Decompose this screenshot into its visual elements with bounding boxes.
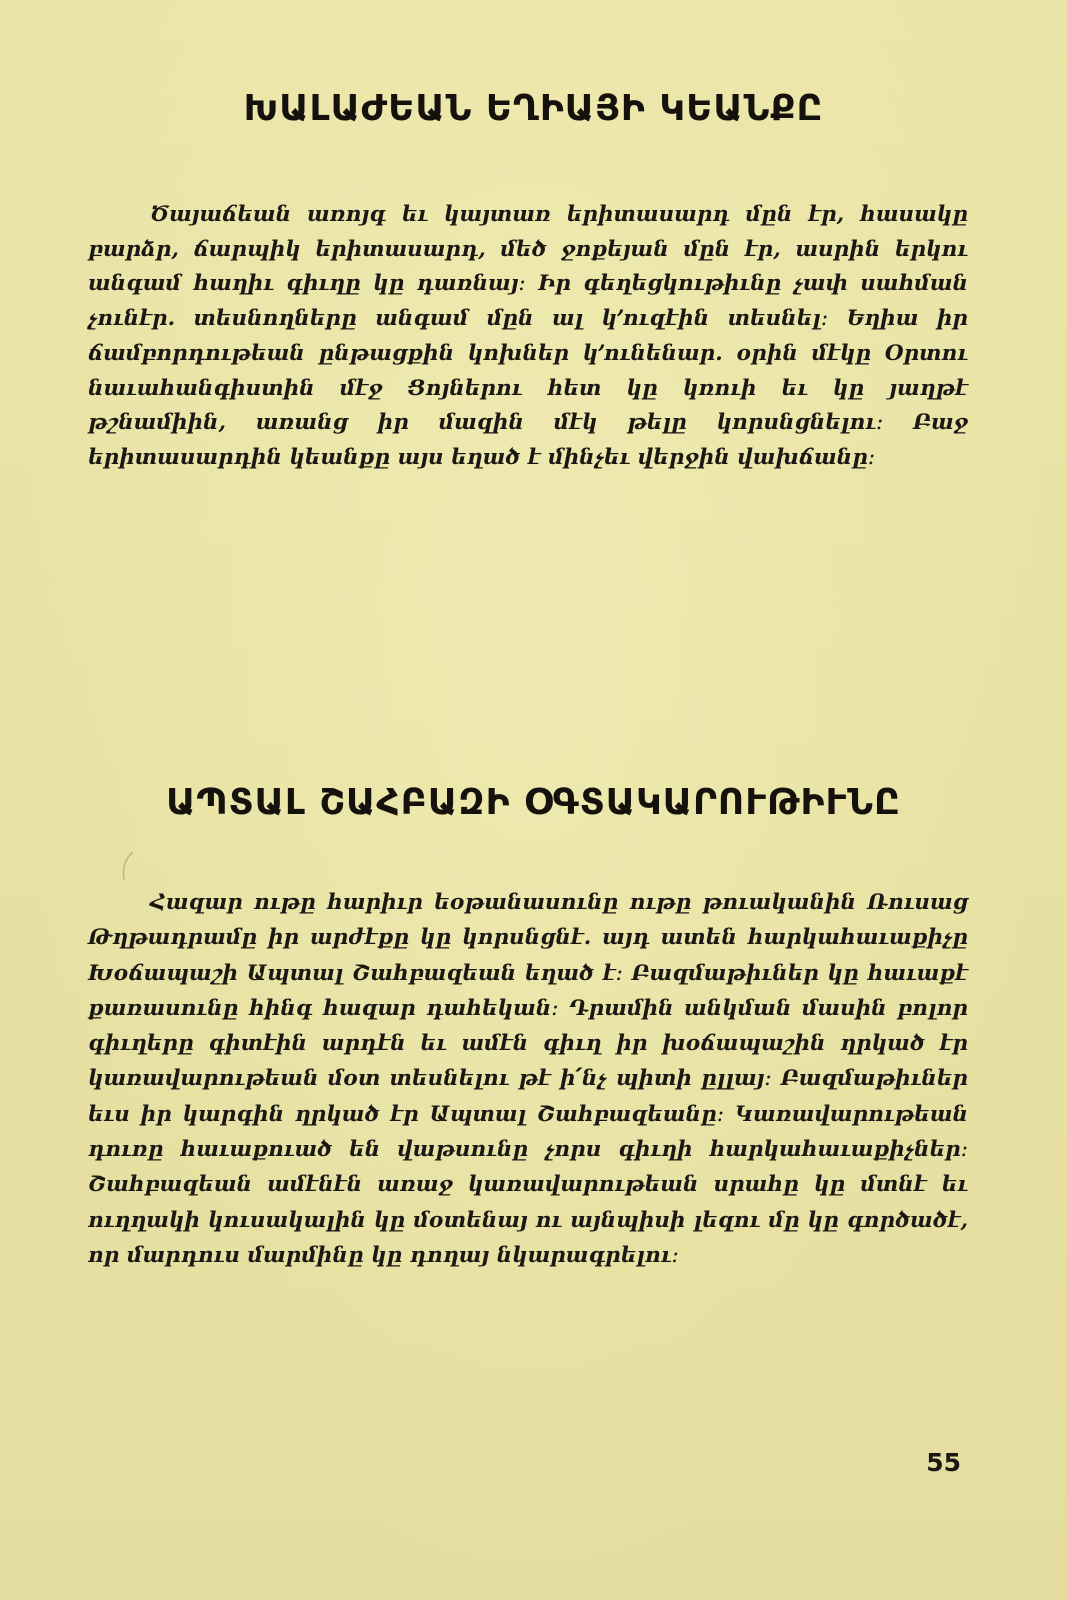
section-body-1: Ծայաճեան առոյգ եւ կայտառ երիտասարդ մըն էր, հասակը բարձր, ճարպիկ երիտասարդ, մեծ ջոքեյան մըն էր, ասրին երկու անգամ հաղիւ գիւղը կը դառնայ։ Իր գեղեցկութիւնը չափ սահման չունէր. տեսնողները անգամ մըն ալ կ՚ուզէին տեսնել։ Եղիա իր ճամբորդութեան ընթացքին կոխներ կ՚ունենար. օրին մէկը Օրտու նաւահանգիստին մէջ Ցոյներու հետ կը կռուի եւ կը յաղթէ թշնամիին, առանց իր մազին մէկ թելը կորսնցնելու։ Բաջ երիտասարդին կեանքը այս եղած է մինչեւ վերջին վախճանը։ xyxy=(88,202,968,470)
section-title-1: ԽԱԼԱԺԵԱՆ ԵՂԻԱՅԻ ԿԵԱՆՔԸ xyxy=(243,88,824,129)
section-body-2: Հազար ութը հարիւր եօթանասունը ութը թուականին Ռուսաց Թղթադրամը իր արժէքը կը կորսնցնէ. այդ ատեն հարկահաւաքիչը Խօճապաշի Ապտալ Շահբազեան եղած է։ Բազմաթիւներ կը հաւաքէ քառասունը հինգ հազար դահեկան։ Դրամին անկման մասին բոլոր գիւղերը գիտէին արդէն եւ ամէն գիւղ իր խօճապաշին ղրկած էր կառավարութեան մօտ տեսնելու թէ ի՛նչ պիտի ըլլայ։ Բազմաթիւներ եւս իր կարգին ղրկած էր Ապտալ Շահբազեանը։ Կառավարութեան դուռը հաւաքուած են վաթսունը չորս գիւղի հարկահաւաքիչներ։ Շահբազեան ամէնէն առաջ կառավարութեան սրահը կը մտնէ եւ ուղղակի կուսակալին կը մօտենայ ու այնպիսի լեզու մը կը գործածէ, որ մարդուս մարմինը կը դողայ նկարագրելու։ xyxy=(88,890,968,1268)
section-title-2: ԱՊՏԱԼ ՇԱՀԲԱԶԻ ՕԳՏԱԿԱՐՈՒԹԻՒՆԸ xyxy=(166,782,901,823)
page-number: 55 xyxy=(926,1448,961,1477)
pencil-mark xyxy=(118,850,136,884)
